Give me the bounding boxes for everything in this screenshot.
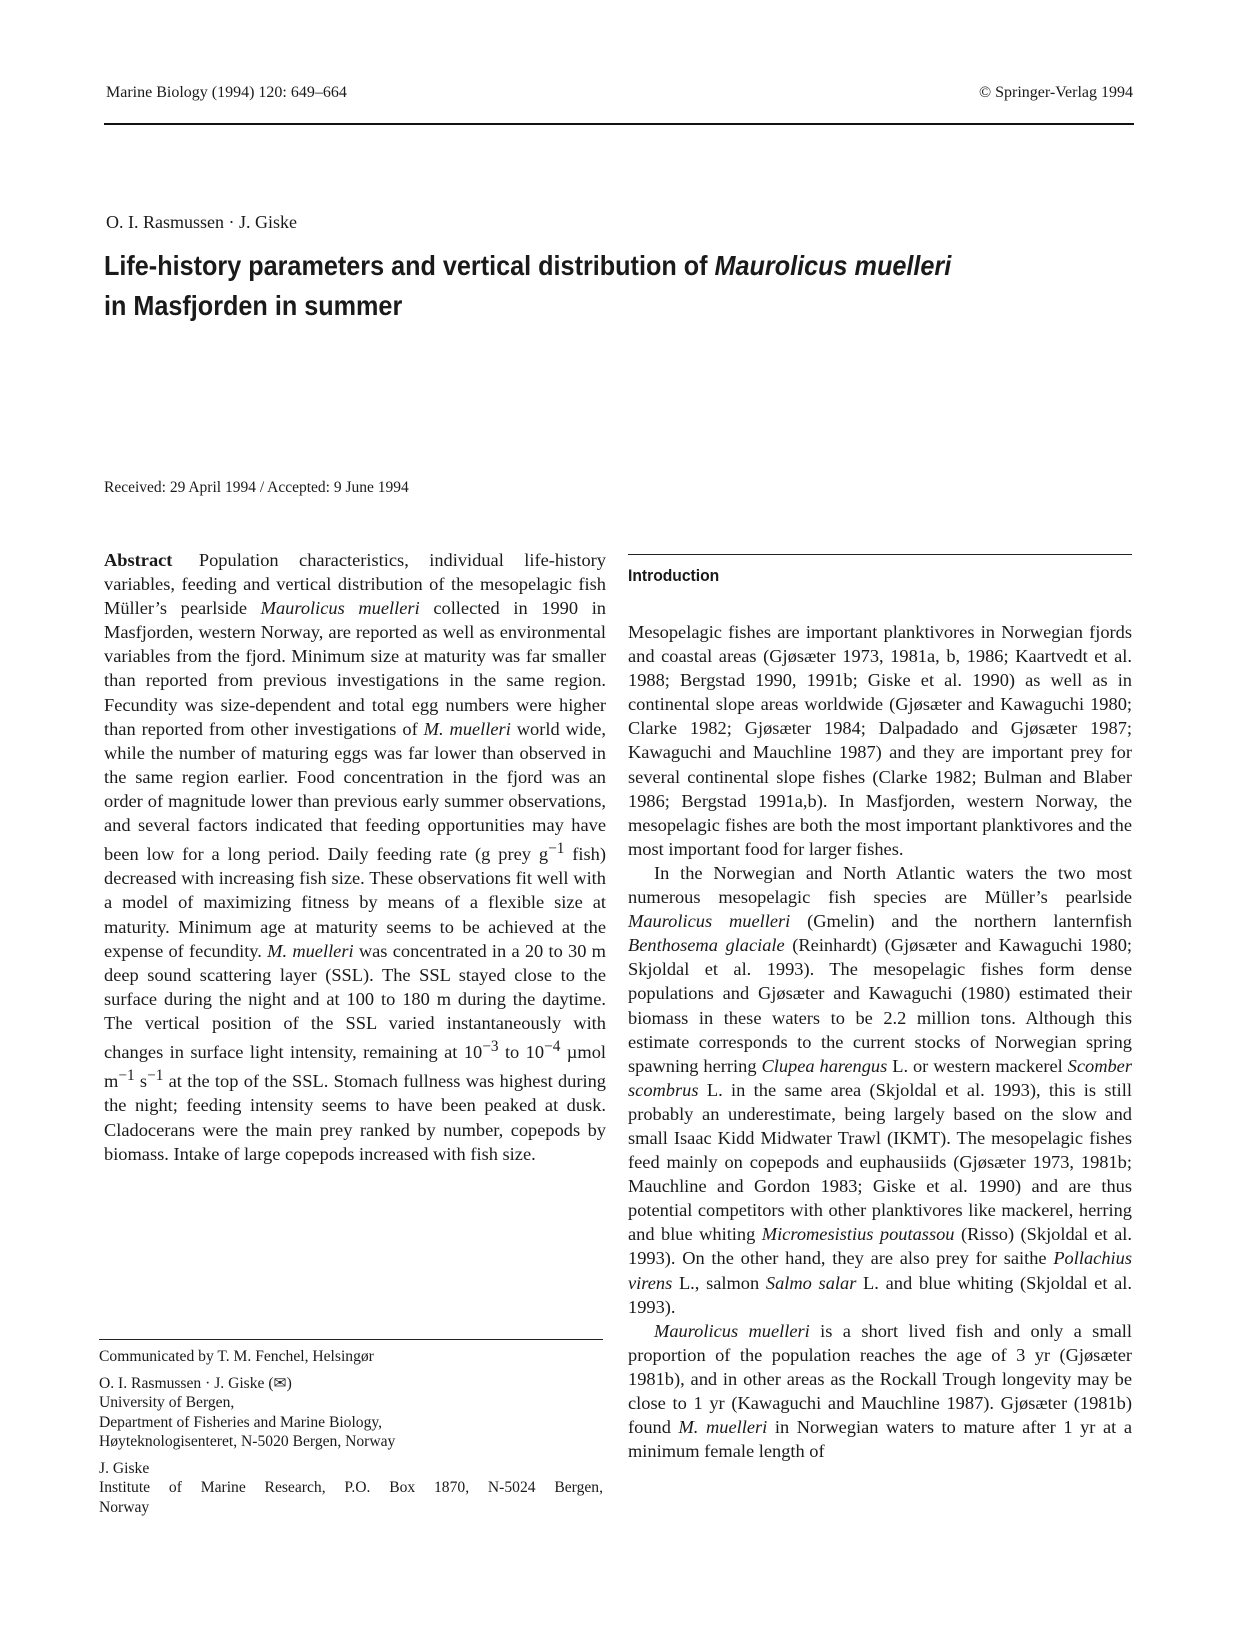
footnotes bbox=[99, 1347, 603, 1524]
article-title bbox=[104, 246, 1040, 326]
author-affiliation-2 bbox=[99, 1459, 603, 1518]
species-name: Maurolicus muelleri bbox=[654, 1320, 810, 1341]
intro-paragraph-1: Mesopelagic fishes are important planktivores in Norwegian fjords and coastal areas (Gjøsæter 1973, 1981a, b, 1986; Kaartvedt et al. 1988; Bergstad 1990, 1991b; Giske et al. 1990) as well as in continental slope areas worldwide (Gjøsæter and Kawaguchi 1980; Clarke 1982; Gjøsæter 1984; Dalpadado and Gjøsæter 1987; Kawaguchi and Mauchline 1987) and they are important prey for several continental slope fishes (Clarke 1982; Bulman and Blaber 1986; Bergstad 1991a,b). In Masfjorden, western Norway, the mesopelagic fishes are both the most important planktivores and the most important food for larger fishes. bbox=[628, 622, 1132, 859]
affiliation-line: Høyteknologisenteret, N-5020 Bergen, Norway bbox=[99, 1433, 396, 1450]
title-text-part1: Life-history parameters and vertical distribution of bbox=[104, 250, 715, 281]
title-species: Maurolicus muelleri bbox=[714, 250, 952, 281]
article-authors: O. I. Rasmussen · J. Giske bbox=[106, 212, 297, 232]
species-name: M. muelleri bbox=[423, 718, 511, 739]
intro-text: L. and blue whiting (Skjoldal et al. 1993). bbox=[628, 1272, 1132, 1317]
intro-text: is a short lived fish and only a small proportion of the population reaches the age of 3 yr (Gjøsæter 1981b), and in other areas as the Rockall Trough longevity may be close to 1 yr (Kawaguchi and Mauchline 1987). Gjøsæter (1981b) found bbox=[628, 1320, 1133, 1438]
affiliation-line: Norway bbox=[99, 1498, 150, 1516]
superscript: −1 bbox=[548, 840, 565, 858]
superscript: −4 bbox=[544, 1038, 561, 1055]
intro-text: L. or western mackerel bbox=[887, 1055, 1068, 1076]
affiliation-authors: J. Giske bbox=[99, 1459, 150, 1477]
abstract-section bbox=[104, 548, 606, 1166]
copyright-notice: © Springer-Verlag 1994 bbox=[978, 84, 1133, 101]
received-accepted-dates: Received: 29 April 1994 / Accepted: 9 June 1994 bbox=[104, 479, 409, 496]
header-divider bbox=[104, 123, 1134, 125]
species-name: Scomber scombrus bbox=[628, 1055, 1132, 1100]
introduction-body bbox=[628, 620, 1132, 1463]
communicated-by: Communicated by T. M. Fenchel, Helsingør bbox=[99, 1348, 374, 1365]
species-name: Pollachius virens bbox=[628, 1248, 1132, 1293]
intro-text: (Gmelin) and the northern lanternfish bbox=[790, 911, 1133, 932]
species-name: Benthosema glaciale bbox=[628, 935, 785, 956]
affiliation-line: Department of Fisheries and Marine Biology, bbox=[99, 1413, 383, 1431]
abstract-text: µmol m bbox=[104, 1042, 606, 1092]
journal-citation: Marine Biology (1994) 120: 649–664 bbox=[106, 84, 347, 101]
species-name: Salmo salar bbox=[765, 1272, 857, 1293]
superscript: −3 bbox=[482, 1038, 499, 1055]
title-text-part2: in Masfjorden in summer bbox=[104, 290, 403, 321]
affiliation-authors: O. I. Rasmussen · J. Giske (✉) bbox=[99, 1374, 292, 1392]
affiliation-line: Institute of Marine Research, P.O. Box 1870, N-5024 Bergen, bbox=[99, 1479, 603, 1496]
affiliation-line: University of Bergen, bbox=[99, 1394, 235, 1411]
species-name: Clupea harengus bbox=[761, 1055, 888, 1076]
introduction-heading: Introduction bbox=[628, 566, 720, 585]
abstract-text: fish) decreased with increasing fish size. These observations fit well with a model of maximizing fitness by means of a flexible size at maturity. Minimum age at maturity seems to be achieved at the expense of fecundity. bbox=[104, 844, 607, 961]
abstract-text: collected in 1990 in Masfjorden, western Norway, are reported as well as environmental variables from the fjord. Minimum size at maturity was far smaller than reported from previous investigations in the same region. Fecundity was size-dependent and total egg numbers were higher than reported from other investigations of bbox=[104, 598, 607, 739]
abstract-text: Population characteristics, individual life-history variables, feeding and vertical distribution of the mesopelagic fish Müller’s pearlside bbox=[104, 550, 606, 619]
intro-text: in Norwegian waters to mature after 1 yr at a minimum female length of bbox=[628, 1417, 1132, 1462]
species-name: M. muelleri bbox=[267, 940, 354, 961]
abstract-text: to 10 bbox=[498, 1042, 545, 1063]
species-name: Maurolicus muelleri bbox=[260, 598, 420, 619]
author-affiliation-1 bbox=[99, 1374, 603, 1452]
abstract-label: Abstract bbox=[104, 550, 173, 570]
intro-paragraph-2 bbox=[628, 861, 1132, 1319]
intro-text: In the Norwegian and North Atlantic waters the two most numerous mesopelagic fish species are Müller’s pearlside bbox=[628, 862, 1132, 908]
intro-text: L., salmon bbox=[672, 1272, 766, 1293]
intro-text: (Risso) (Skjoldal et al. 1993). On the other hand, they are also prey for saithe bbox=[628, 1224, 1132, 1269]
abstract-text: s bbox=[134, 1071, 148, 1092]
footnote-divider bbox=[99, 1339, 603, 1340]
abstract-text: was concentrated in a 20 to 30 m deep sound scattering layer (SSL). The SSL stayed close to the surface during the night and at 100 to 180 m during the daytime. The vertical position of the SSL varied instantaneously with changes in surface light intensity, remaining at 10 bbox=[104, 940, 606, 1063]
species-name: Micromesistius poutassou bbox=[761, 1224, 955, 1245]
abstract-text: at the top of the SSL. Stomach fullness was highest during the night; feeding intensity seems to have been peaked at dusk. Cladocerans were the main prey ranked by number, copepods by biomass. Intake of large copepods increased with fish size. bbox=[104, 1071, 606, 1164]
species-name: Maurolicus muelleri bbox=[628, 911, 791, 932]
species-name: M. muelleri bbox=[678, 1417, 768, 1438]
abstract-text: world wide, while the number of maturing eggs was far lower than observed in the same region earlier. Food concentration in the fjord was an order of magnitude lower than previous early summer observations, and several factors indicated that feeding opportunities may have been low for a long period. Daily feeding rate (g prey g bbox=[104, 718, 606, 865]
intro-text: (Reinhardt) (Gjøsæter and Kawaguchi 1980; Skjoldal et al. 1993). The mesopelagic fishes form dense populations and Gjøsæter and Kawaguchi (1980) estimated their biomass in these waters to be 2.2 million tons. Although this estimate corresponds to the current stocks of Norwegian spring spawning herring bbox=[628, 935, 1132, 1076]
intro-paragraph-3 bbox=[628, 1319, 1132, 1464]
superscript: −1 bbox=[118, 1067, 135, 1085]
abstract-paragraph bbox=[104, 548, 606, 1166]
introduction-divider bbox=[628, 554, 1132, 555]
superscript: −1 bbox=[147, 1067, 164, 1085]
intro-text: L. in the same area (Skjoldal et al. 1993), this is still probably an underestimate, being largely based on the slow and small Isaac Kidd Midwater Trawl (IKMT). The mesopelagic fishes feed mainly on copepods and euphausiids (Gjøsæter 1973, 1981b; Mauchline and Gordon 1983; Giske et al. 1990) and are thus potential competitors with other planktivores like mackerel, herring and blue whiting bbox=[628, 1079, 1132, 1245]
